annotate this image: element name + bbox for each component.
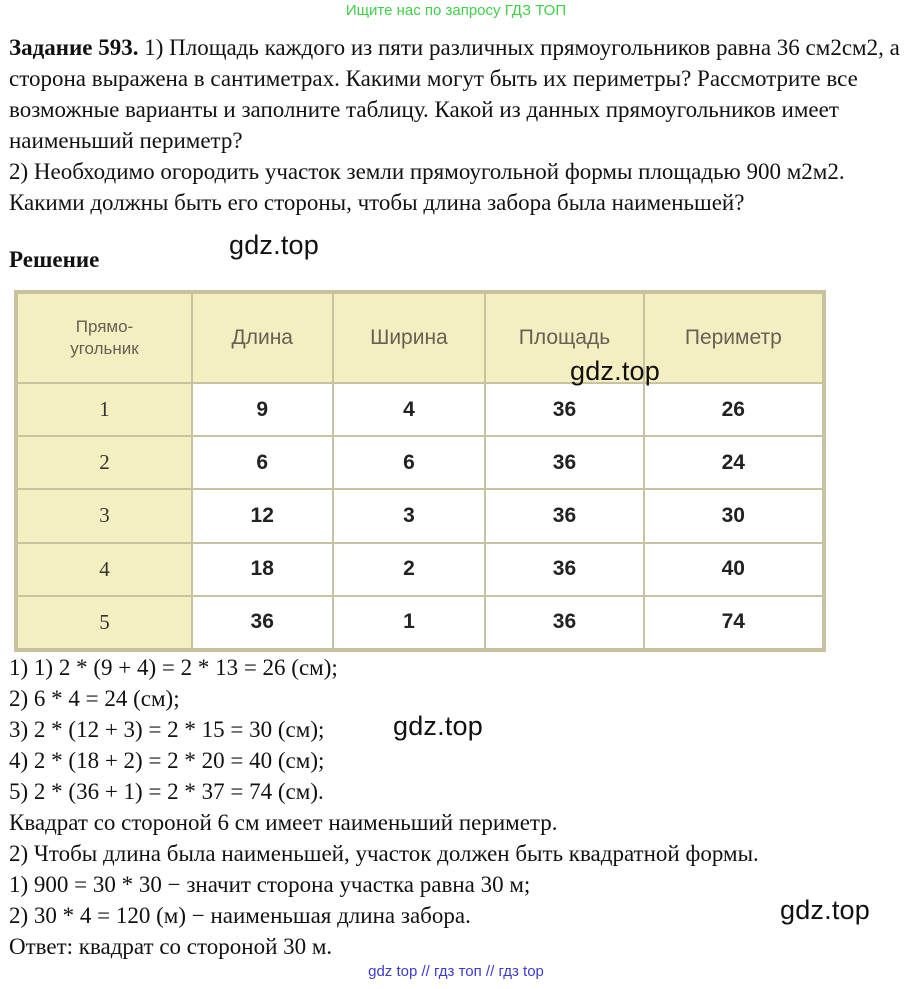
cell-index: 4 bbox=[17, 543, 192, 596]
header-area: Площадь bbox=[485, 293, 643, 383]
cell-perimeter: 24 bbox=[644, 436, 823, 489]
table-row bbox=[17, 543, 823, 596]
footer-separator: // bbox=[417, 963, 434, 980]
table-row bbox=[17, 383, 823, 436]
problem-statement bbox=[9, 32, 904, 218]
footer-links bbox=[0, 963, 912, 980]
cell-area: 36 bbox=[485, 543, 643, 596]
cell-perimeter: 74 bbox=[644, 596, 823, 649]
cell-width: 6 bbox=[333, 436, 486, 489]
cell-length: 9 bbox=[192, 383, 333, 436]
table-row bbox=[17, 596, 823, 649]
table-row bbox=[17, 489, 823, 542]
solution-line: 4) 2 * (18 + 2) = 2 * 20 = 40 (см); bbox=[9, 748, 325, 773]
header-rectangle bbox=[17, 293, 192, 383]
results-table-container bbox=[14, 290, 826, 652]
cell-area: 36 bbox=[485, 383, 643, 436]
task-text-part1: 1) Площадь каждого из пяти различных прямоугольников равна 36 см2см2, а сторона выражена в сантиметрах. Какими могут быть их периметры? Рассмотрите все возможные варианты и заполните таблицу. Какой из данных прямоугольников имеет наименьший периметр? bbox=[9, 35, 900, 153]
cell-perimeter: 26 bbox=[644, 383, 823, 436]
cell-length: 18 bbox=[192, 543, 333, 596]
solution-line: 2) 30 * 4 = 120 (м) − наименьшая длина забора. bbox=[9, 903, 471, 928]
footer-link-gdz-top-mixed[interactable]: гдз top bbox=[498, 963, 544, 980]
task-text-part2: 2) Необходимо огородить участок земли прямоугольной формы площадью 900 м2м2. Какими должны быть его стороны, чтобы длина забора была наименьшей? bbox=[9, 159, 845, 215]
cell-width: 2 bbox=[333, 543, 486, 596]
results-table bbox=[16, 292, 824, 650]
footer-separator: // bbox=[481, 963, 499, 980]
cell-width: 3 bbox=[333, 489, 486, 542]
solution-line: Квадрат со стороной 6 см имеет наименьший периметр. bbox=[9, 810, 558, 835]
answer-line: Ответ: квадрат со стороной 30 м. bbox=[9, 934, 333, 959]
cell-area: 36 bbox=[485, 436, 643, 489]
solution-line: 1) 1) 2 * (9 + 4) = 2 * 13 = 26 (см); bbox=[9, 655, 338, 680]
solution-line: 2) 6 * 4 = 24 (см); bbox=[9, 686, 180, 711]
cell-width: 4 bbox=[333, 383, 486, 436]
cell-index: 5 bbox=[17, 596, 192, 649]
solution-heading: Решение bbox=[9, 247, 100, 272]
cell-length: 6 bbox=[192, 436, 333, 489]
cell-length: 36 bbox=[192, 596, 333, 649]
footer-link-gdz-top-ru[interactable]: гдз топ bbox=[434, 963, 482, 980]
cell-length: 12 bbox=[192, 489, 333, 542]
task-title: Задание 593. bbox=[9, 35, 139, 60]
cell-perimeter: 40 bbox=[644, 543, 823, 596]
watermark: gdz.top bbox=[393, 711, 483, 741]
cell-area: 36 bbox=[485, 596, 643, 649]
header-rectangle-label: Прямо- угольник bbox=[70, 317, 139, 358]
cell-perimeter: 30 bbox=[644, 489, 823, 542]
table-row bbox=[17, 436, 823, 489]
watermark: gdz.top bbox=[229, 230, 319, 260]
header-length: Длина bbox=[192, 293, 333, 383]
solution-line: 5) 2 * (36 + 1) = 2 * 37 = 74 (см). bbox=[9, 779, 324, 804]
solution-line: 3) 2 * (12 + 3) = 2 * 15 = 30 (см); bbox=[9, 717, 325, 742]
cell-width: 1 bbox=[333, 596, 486, 649]
cell-area: 36 bbox=[485, 489, 643, 542]
solution-lines bbox=[9, 652, 904, 962]
cell-index: 3 bbox=[17, 489, 192, 542]
watermark: gdz.top bbox=[780, 895, 870, 925]
watermark: gdz.top bbox=[570, 356, 660, 386]
cell-index: 2 bbox=[17, 436, 192, 489]
footer-link-gdz-top[interactable]: gdz top bbox=[368, 963, 418, 980]
top-banner[interactable]: Ищите нас по запросу ГДЗ ТОП bbox=[345, 2, 567, 19]
solution-line: 2) Чтобы длина была наименьшей, участок должен быть квадратной формы. bbox=[9, 841, 759, 866]
table-header-row bbox=[17, 293, 823, 383]
cell-index: 1 bbox=[17, 383, 192, 436]
header-width: Ширина bbox=[333, 293, 486, 383]
solution-line: 1) 900 = 30 * 30 − значит сторона участка равна 30 м; bbox=[9, 872, 531, 897]
header-perimeter: Периметр bbox=[644, 293, 823, 383]
